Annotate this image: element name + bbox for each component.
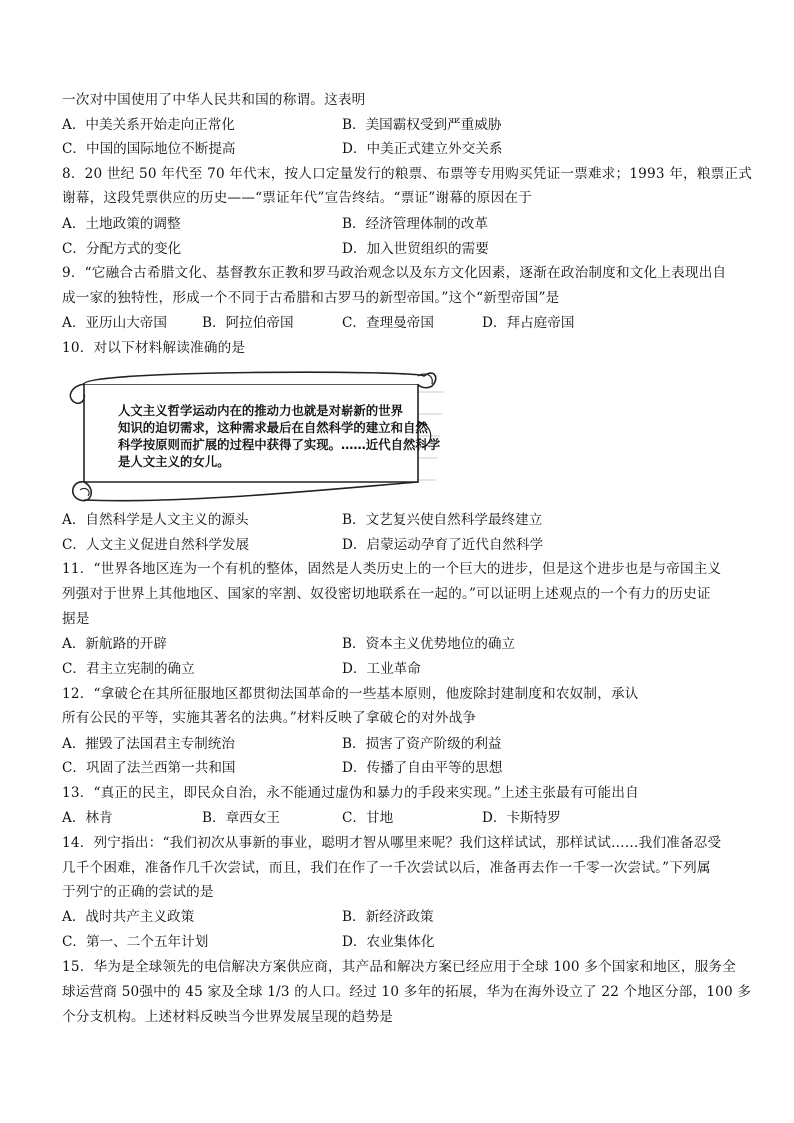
q13-stem: 13．“真正的民主，即民众自治，永不能通过虚伪和暴力的手段来实现。”上述主张最有可能出自 bbox=[62, 785, 639, 801]
scroll-line-2: 知识的迫切需求，这种需求最后在自然科学的建立和自然 bbox=[118, 420, 428, 435]
q10-option-b[interactable]: B．文艺复兴使自然科学最终建立 bbox=[342, 512, 543, 528]
q14-stem-line-3: 于列宁的正确的尝试的是 bbox=[62, 884, 214, 900]
scroll-line-1: 人文主义哲学运动内在的推动力也就是对崭新的世界 bbox=[118, 403, 403, 418]
q13-option-d[interactable]: D．卡斯特罗 bbox=[482, 810, 561, 826]
q12-option-c[interactable]: C．巩固了法兰西第一共和国 bbox=[62, 760, 236, 776]
q9-stem-line-1: 9．“它融合古希腊文化、基督教东正教和罗马政治观念以及东方文化因素，逐渐在政治制度和文化上表现出自 bbox=[62, 265, 727, 281]
q10-option-c[interactable]: C．人文主义促进自然科学发展 bbox=[62, 537, 250, 553]
q8-stem-line-1: 8．20 世纪 50 年代至 70 年代末，按人口定量发行的粮票、布票等专用购买凭证一票难求；1993 年，粮票正式 bbox=[62, 166, 753, 182]
q7-stem: 一次对中国使用了中华人民共和国的称谓。这表明 bbox=[62, 92, 366, 108]
q9-option-b[interactable]: B．阿拉伯帝国 bbox=[202, 315, 294, 331]
q14-stem-line-2: 几千个困难，准备作几千次尝试，而且，我们在作了一千次尝试以后，准备再去作一千零一次尝试。”下列属 bbox=[62, 860, 711, 876]
scroll-quote bbox=[118, 402, 441, 470]
q9-option-c[interactable]: C．查理曼帝国 bbox=[342, 315, 434, 331]
q13-option-c[interactable]: C．甘地 bbox=[342, 810, 394, 826]
q11-option-a[interactable]: A．新航路的开辟 bbox=[62, 636, 167, 652]
q8-stem-line-2: 谢幕，这段凭票供应的历史——“票证年代”宣告终结。“票证”谢幕的原因在于 bbox=[62, 190, 532, 206]
scroll-line-3: 科学按原则而扩展的过程中获得了实现。……近代自然科学 bbox=[118, 437, 441, 452]
q14-option-a[interactable]: A．战时共产主义政策 bbox=[62, 909, 195, 925]
q15-stem-line-1: 15．华为是全球领先的电信解决方案供应商，其产品和解决方案已经应用于全球 100 多个国家和地区，服务全 bbox=[62, 959, 737, 975]
q11-stem-line-1: 11．“世界各地区连为一个有机的整体，固然是人类历史上的一个巨大的进步，但是这个进步也是与帝国主义 bbox=[62, 561, 722, 577]
q13-option-b[interactable]: B．章西女王 bbox=[202, 810, 280, 826]
q11-stem-line-3: 据是 bbox=[62, 611, 90, 627]
q15-stem-line-3: 个分支机构。上述材料反映当今世界发展呈现的趋势是 bbox=[62, 1009, 394, 1025]
q11-option-c[interactable]: C．君主立宪制的确立 bbox=[62, 661, 195, 677]
q12-option-d[interactable]: D．传播了自由平等的思想 bbox=[342, 760, 503, 776]
q9-stem-line-2: 成一家的独特性，形成一个不同于古希腊和古罗马的新型帝国。”这个“新型帝国”是 bbox=[62, 290, 560, 306]
q8-option-d[interactable]: D．加入世贸组织的需要 bbox=[342, 241, 489, 257]
q8-option-b[interactable]: B．经济管理体制的改革 bbox=[342, 216, 488, 232]
q8-option-a[interactable]: A．土地政策的调整 bbox=[62, 216, 181, 232]
q12-option-b[interactable]: B．损害了资产阶级的利益 bbox=[342, 736, 502, 752]
scroll-line-4: 是人文主义的女儿。 bbox=[118, 454, 230, 469]
q11-stem-line-2: 列强对于世界上其他地区、国家的宰割、奴役密切地联系在一起的。”可以证明上述观点的一个有力的历史证 bbox=[62, 586, 711, 602]
q10-option-a[interactable]: A．自然科学是人文主义的源头 bbox=[62, 512, 249, 528]
scroll-material-box bbox=[62, 362, 452, 508]
q7-option-b[interactable]: B．美国霸权受到严重威胁 bbox=[342, 117, 502, 133]
q14-option-d[interactable]: D．农业集体化 bbox=[342, 934, 435, 950]
q9-option-a[interactable]: A．亚历山大帝国 bbox=[62, 315, 167, 331]
q7-option-a[interactable]: A．中美关系开始走向正常化 bbox=[62, 117, 235, 133]
q15-stem-line-2: 球运营商 50强中的 45 家及全球 1/3 的人口。经过 10 多年的拓展，华为在海外设立了 22 个地区分部，100 多 bbox=[62, 984, 752, 1000]
q7-option-c[interactable]: C．中国的国际地位不断提高 bbox=[62, 141, 236, 157]
q13-option-a[interactable]: A．林肯 bbox=[62, 810, 113, 826]
q10-stem: 10．对以下材料解读准确的是 bbox=[62, 340, 246, 356]
q12-option-a[interactable]: A．摧毁了法国君主专制统治 bbox=[62, 736, 235, 752]
q14-stem-line-1: 14．列宁指出：“我们初次从事新的事业，聪明才智从哪里来呢？我们这样试试，那样试试……我们准备忍受 bbox=[62, 835, 722, 851]
q12-stem-line-2: 所有公民的平等，实施其著名的法典。”材料反映了拿破仑的对外战争 bbox=[62, 710, 477, 726]
q12-stem-line-1: 12．“拿破仑在其所征服地区都贯彻法国革命的一些基本原则，他废除封建制度和农奴制，承认 bbox=[62, 686, 639, 702]
q14-option-c[interactable]: C．第一、二个五年计划 bbox=[62, 934, 209, 950]
q8-option-c[interactable]: C．分配方式的变化 bbox=[62, 241, 182, 257]
q11-option-d[interactable]: D．工业革命 bbox=[342, 661, 421, 677]
q11-option-b[interactable]: B．资本主义优势地位的确立 bbox=[342, 636, 516, 652]
q9-option-d[interactable]: D．拜占庭帝国 bbox=[482, 315, 575, 331]
q14-option-b[interactable]: B．新经济政策 bbox=[342, 909, 434, 925]
q7-option-d[interactable]: D．中美正式建立外交关系 bbox=[342, 141, 503, 157]
q10-option-d[interactable]: D．启蒙运动孕育了近代自然科学 bbox=[342, 537, 544, 553]
